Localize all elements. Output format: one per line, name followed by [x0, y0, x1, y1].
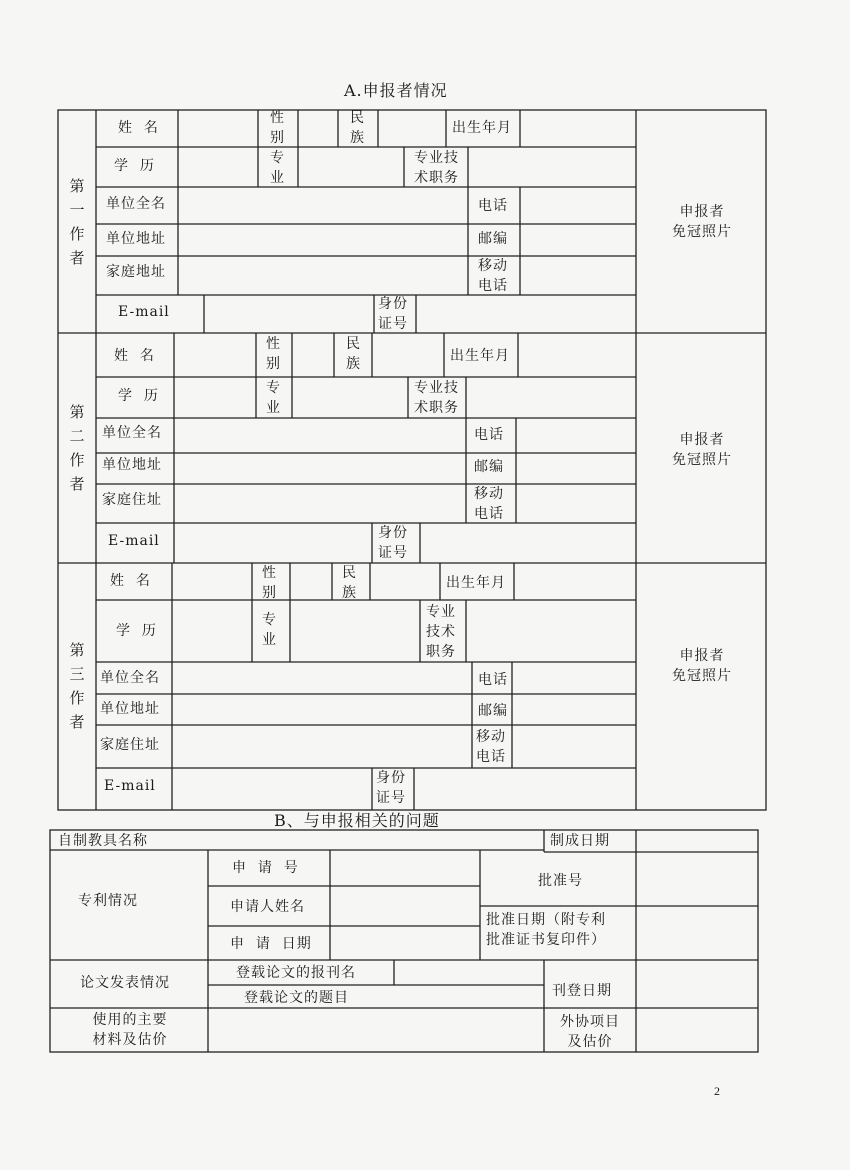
a2-photo-label: 申报者 免冠照片 — [672, 432, 732, 468]
a3-postcode-label: 邮编 — [478, 703, 508, 719]
a2-email-label: E-mail — [108, 533, 160, 549]
a2-title-label: 专业技 术职务 — [414, 380, 459, 416]
a3-mobile-label: 移动 电话 — [476, 729, 506, 765]
a2-unit-addr-label: 单位地址 — [102, 457, 162, 473]
materials-label: 使用的主要 材料及估价 — [92, 1012, 168, 1048]
a2-ethnicity-label: 民 族 — [346, 336, 361, 372]
section-b-title: B、与申报相关的问题 — [274, 811, 440, 830]
a3-photo-label: 申报者 免冠照片 — [672, 648, 732, 684]
approve-date-label: 批准日期（附专利 批准证书复印件） — [486, 912, 606, 948]
a2-education-label: 学 历 — [118, 388, 159, 404]
a1-home-addr-label: 家庭地址 — [106, 264, 166, 280]
section-a-title: A.申报者情况 — [344, 81, 448, 100]
a2-unit-label: 单位全名 — [102, 425, 162, 441]
a3-id-label: 身份 证号 — [376, 770, 406, 806]
a1-email-label: E-mail — [118, 304, 170, 320]
a3-unit-label: 单位全名 — [100, 670, 160, 686]
a1-photo-label: 申报者 免冠照片 — [672, 204, 732, 240]
pub-date-label: 刊登日期 — [552, 983, 612, 999]
apply-date-label: 申 请 日期 — [230, 936, 312, 952]
author-3-label: 第 三 作 者 — [69, 641, 85, 731]
a2-postcode-label: 邮编 — [474, 459, 504, 475]
journal-label: 登载论文的报刊名 — [236, 965, 356, 981]
a1-unit-label: 单位全名 — [106, 196, 166, 212]
a3-email-label: E-mail — [104, 778, 156, 794]
a1-id-label: 身份 证号 — [378, 296, 408, 332]
outsource-label: 外协项目 及估价 — [560, 1014, 620, 1050]
a1-name-label: 姓 名 — [118, 120, 159, 136]
a2-mobile-label: 移动 电话 — [474, 486, 504, 522]
apply-no-label: 申 请 号 — [232, 860, 299, 876]
a1-mobile-label: 移动 电话 — [478, 258, 508, 294]
paper-title-label: 登载论文的题目 — [244, 990, 349, 1006]
a2-gender-label: 性 别 — [266, 336, 281, 372]
a3-unit-addr-label: 单位地址 — [100, 701, 160, 717]
a2-birth-label: 出生年月 — [450, 348, 510, 364]
a2-name-label: 姓 名 — [114, 348, 155, 364]
a3-phone-label: 电话 — [478, 672, 508, 688]
a1-unit-addr-label: 单位地址 — [106, 231, 166, 247]
a1-phone-label: 电话 — [478, 198, 508, 214]
applicant-label: 申请人姓名 — [230, 899, 305, 915]
a3-major-label: 专 业 — [262, 612, 277, 648]
a3-birth-label: 出生年月 — [446, 575, 506, 591]
made-date-label: 制成日期 — [550, 833, 610, 849]
page-number: 2 — [714, 1084, 720, 1098]
a2-id-label: 身份 证号 — [378, 525, 408, 561]
a3-ethnicity-label: 民 族 — [342, 565, 357, 601]
approve-no-label: 批准号 — [538, 873, 583, 889]
a1-gender-label: 性 别 — [270, 110, 285, 146]
a1-title-label: 专业技 术职务 — [414, 150, 459, 186]
a3-education-label: 学 历 — [116, 623, 157, 639]
item-name-label: 自制教具名称 — [58, 833, 148, 849]
a3-name-label: 姓 名 — [110, 573, 151, 589]
patent-label: 专利情况 — [78, 893, 138, 909]
a1-major-label: 专 业 — [270, 150, 285, 186]
a3-home-addr-label: 家庭住址 — [100, 737, 160, 753]
paper-label: 论文发表情况 — [80, 975, 170, 991]
a1-postcode-label: 邮编 — [478, 231, 508, 247]
a2-phone-label: 电话 — [474, 427, 504, 443]
a2-home-addr-label: 家庭住址 — [102, 492, 162, 508]
a3-title-label: 专业 技术 职务 — [426, 604, 456, 660]
author-1-label: 第 一 作 者 — [69, 177, 85, 267]
a1-birth-label: 出生年月 — [452, 120, 512, 136]
author-2-label: 第 二 作 者 — [69, 403, 85, 493]
a2-major-label: 专 业 — [266, 380, 281, 416]
a1-education-label: 学 历 — [114, 158, 155, 174]
a3-gender-label: 性 别 — [262, 565, 277, 601]
a1-ethnicity-label: 民 族 — [350, 110, 365, 146]
